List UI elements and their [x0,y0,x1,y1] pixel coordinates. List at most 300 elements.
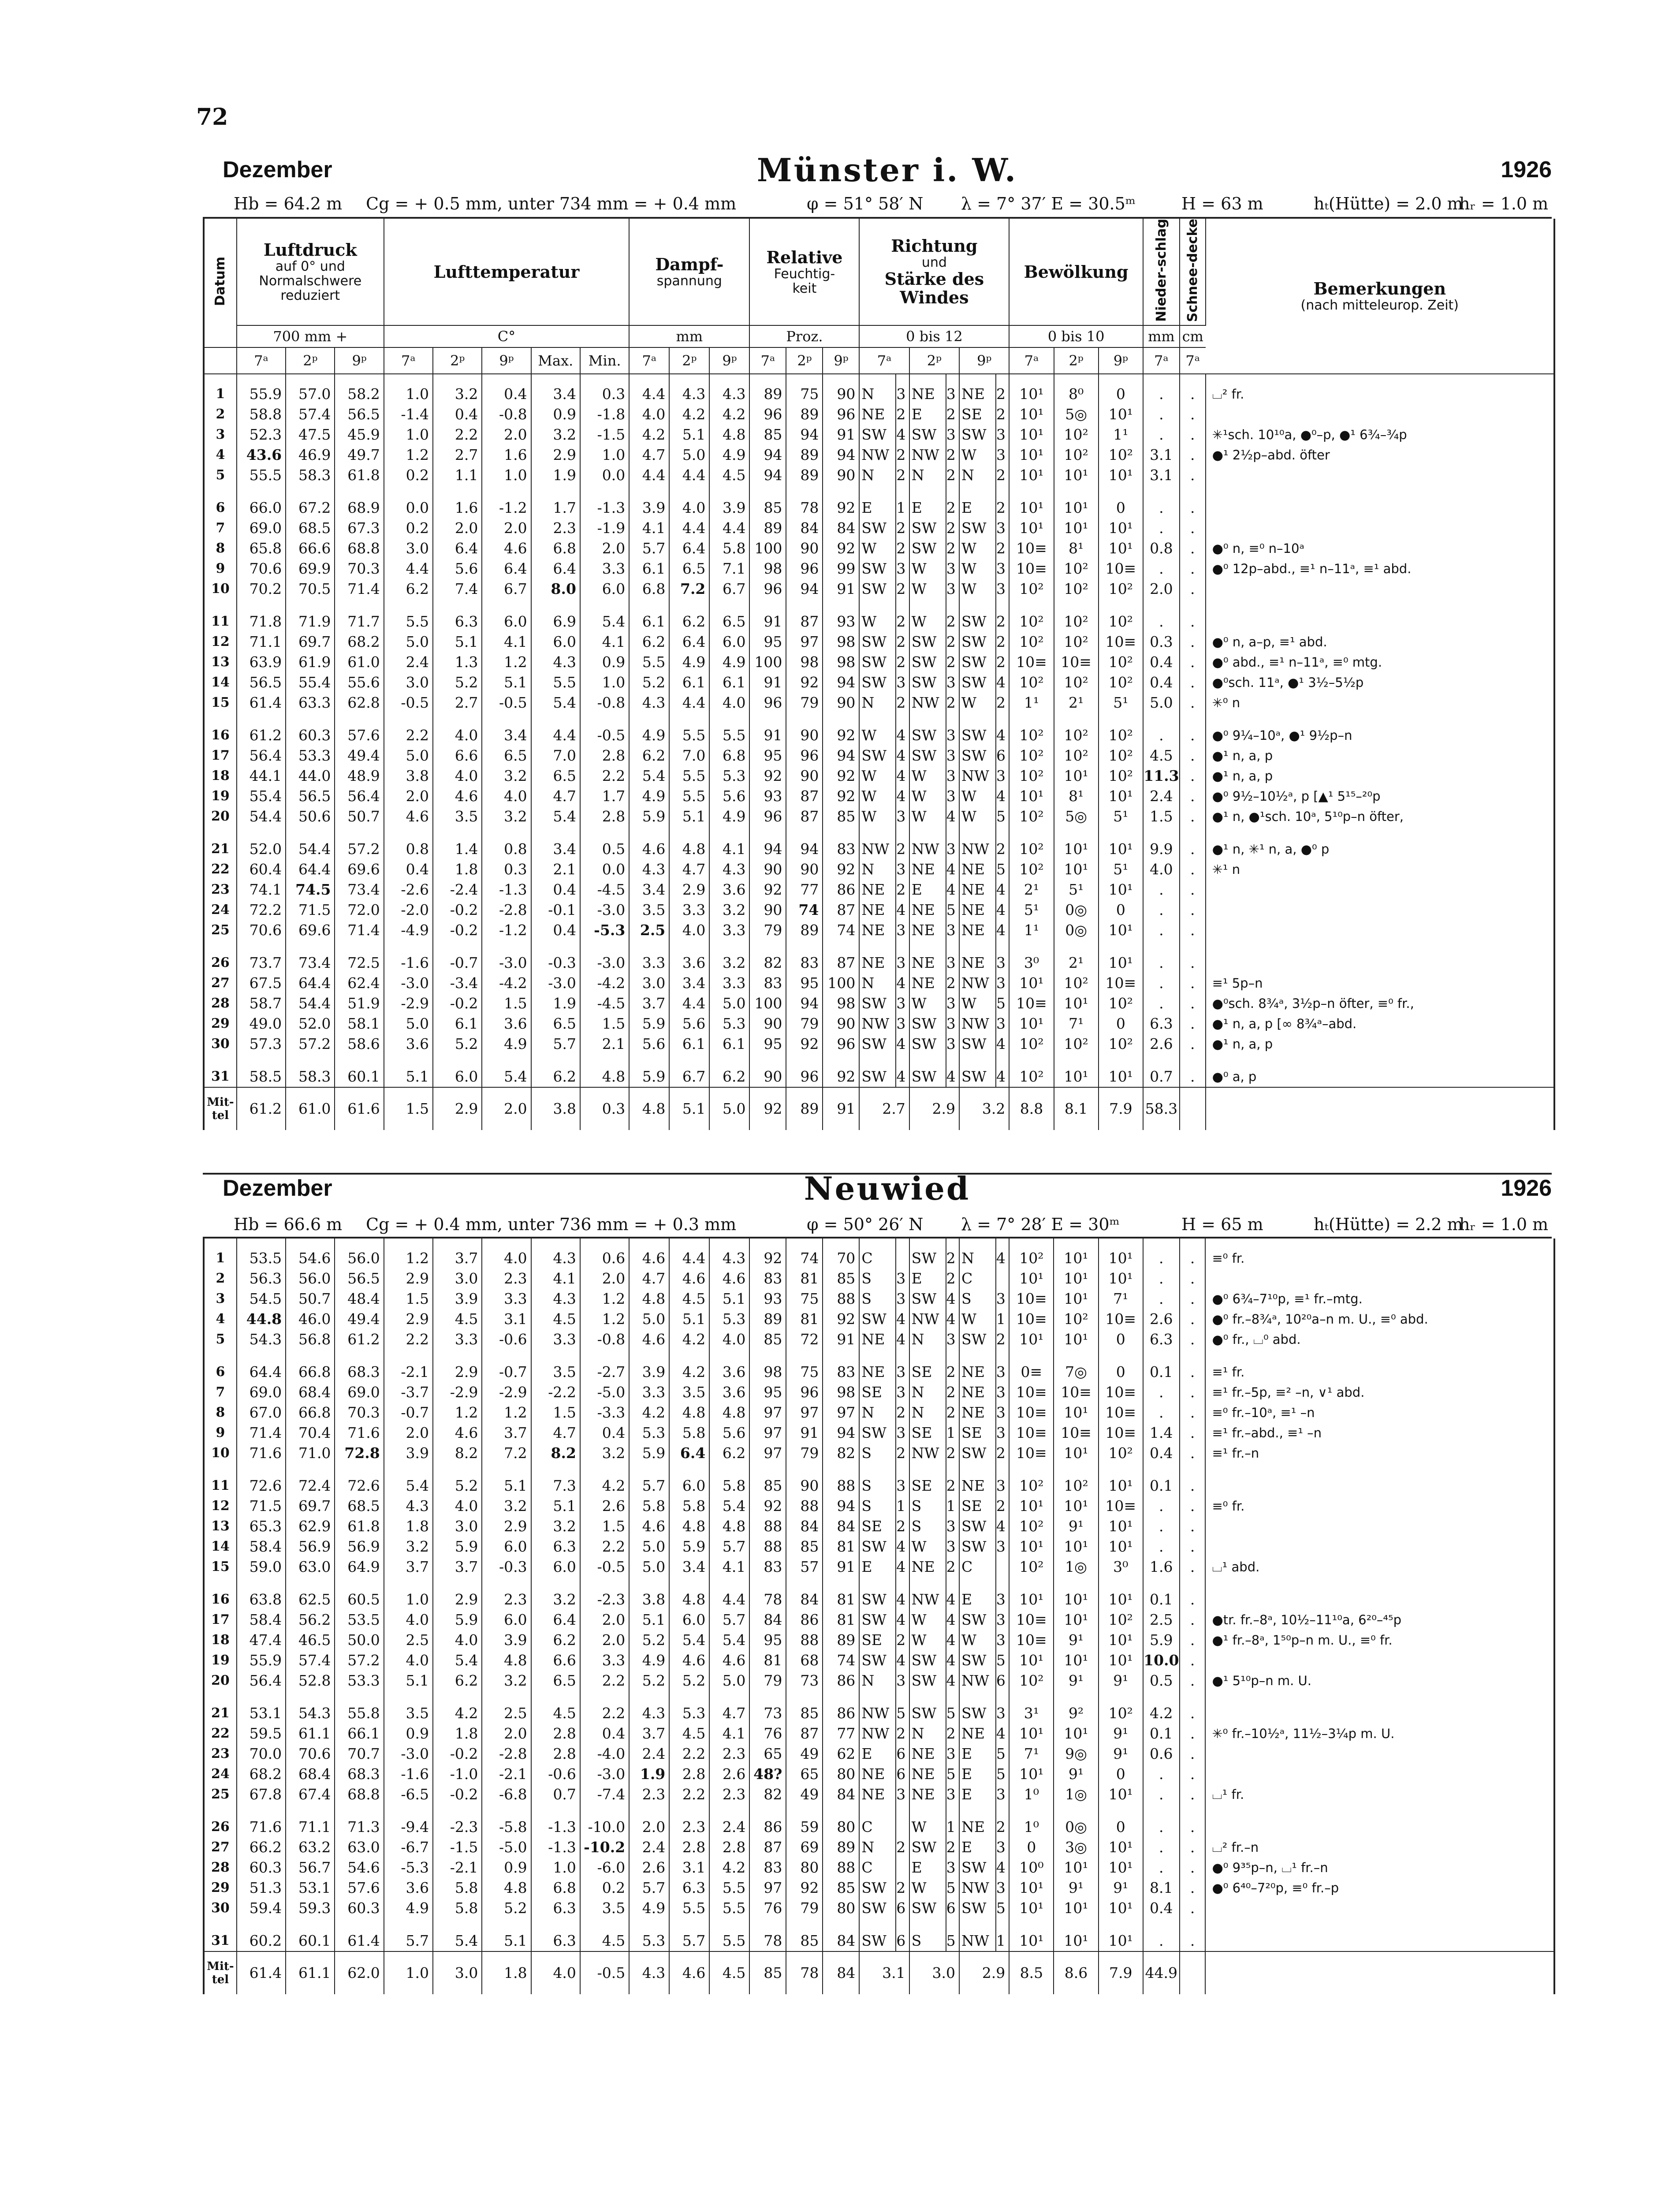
header-time: 9ᵖ [482,347,531,374]
data-cell: 3⁰ [1009,953,1054,973]
data-cell: 3 [946,1537,959,1557]
header-bewoelkung: Bewölkung [1009,219,1143,325]
data-cell: 3.3 [709,920,749,940]
data-cell: 4.1 [709,1723,749,1744]
data-cell: 4 [946,1671,959,1691]
data-cell: 61.2 [237,725,286,746]
table-row [205,1362,1553,1382]
data-cell: 4.5 [709,465,749,485]
data-cell: 10¹ [1054,1443,1098,1463]
data-cell: N [959,465,996,485]
data-cell: 94 [823,1496,859,1516]
data-cell: W [909,786,946,806]
header-schneedecke: Schnee-decke [1180,219,1206,325]
data-cell: 56.9 [335,1537,384,1557]
data-cell: 3 [996,1289,1009,1309]
day-cell: 16 [205,725,237,746]
data-cell: . [1143,993,1180,1014]
data-cell: W [859,766,896,786]
data-cell: SW [959,518,996,538]
data-cell: 10¹ [1054,498,1099,518]
data-cell: 6.5 [531,766,580,786]
data-cell: . [1180,1744,1206,1764]
table-row [205,632,1553,652]
data-cell: 2.8 [580,746,629,766]
data-cell: 2.0 [580,1610,629,1630]
data-cell: 3 [896,920,909,940]
data-cell: E [909,880,946,900]
data-cell: 69.6 [335,859,384,880]
data-cell: . [1143,1837,1180,1858]
data-cell: 92 [823,1309,859,1329]
data-cell: 6.0 [531,1557,580,1577]
data-cell: 6.1 [629,612,669,632]
data-cell: 3.6 [709,880,749,900]
param: H = 65 m [1181,1215,1263,1234]
data-cell: 5.5 [709,725,749,746]
data-cell: 56.3 [237,1268,286,1289]
param: φ = 51° 58′ N [807,194,924,213]
data-cell: 6.2 [629,746,669,766]
data-cell: 6 [896,1764,909,1784]
data-cell: 5.4 [709,1630,749,1650]
data-cell: 57.6 [335,725,384,746]
param: hᵣ = 1.0 m [1459,194,1549,213]
data-cell: 57.3 [237,1034,286,1054]
data-cell: 3 [896,1268,909,1289]
data-cell: 6.1 [629,559,669,579]
data-cell: 91 [823,425,859,445]
data-cell: 63.2 [286,1837,335,1858]
data-cell: 1⁰ [1009,1817,1054,1837]
data-cell: 5.1 [669,806,709,827]
remark-cell: ✳⁰ n [1212,695,1240,711]
data-cell: . [1143,1289,1180,1309]
data-cell: 56.5 [237,672,286,693]
data-cell: SW [859,632,896,652]
data-cell: 92 [786,1034,823,1054]
mean-cell: 92 [749,1087,786,1130]
data-cell: 100 [749,652,786,672]
data-cell: 94 [823,1423,859,1443]
data-cell: 5 [996,1898,1009,1918]
mean-row [205,1087,1553,1130]
header-feuchtigkeit: Relative Feuchtig- keit [749,219,859,325]
data-cell: 100 [749,538,786,559]
data-cell: 2.5 [1143,1610,1180,1630]
data-cell: 55.4 [237,786,286,806]
data-cell: 2 [946,1362,959,1382]
data-cell: 0.9 [580,652,629,672]
data-cell: 4.7 [531,1423,580,1443]
data-cell: 10² [1099,445,1143,465]
data-cell: 1.0 [580,672,629,693]
data-cell: 5.3 [709,1014,749,1034]
mean-cell: 61.6 [335,1087,384,1130]
data-cell: 2.2 [580,1537,629,1557]
header-time: Max. [531,347,580,374]
data-cell: 72.4 [286,1476,335,1496]
data-cell: 10≡ [1009,1289,1054,1309]
data-cell: 84 [823,518,859,538]
remark-cell: ●⁰ 9³⁵p–n, ⌴¹ fr.–n [1212,1860,1328,1875]
data-cell: 74 [786,900,823,920]
data-cell: 4 [896,900,909,920]
data-cell: 10¹ [1009,1931,1054,1951]
day-cell: 25 [205,1784,237,1805]
data-cell: 0◎ [1054,900,1099,920]
mean-cell: 1.0 [384,1951,433,1994]
data-cell: N [909,1329,946,1350]
day-cell: 20 [205,1671,237,1691]
data-cell: 4.7 [709,1703,749,1723]
data-cell: 10² [1099,1610,1143,1630]
data-cell: 11.3 [1143,766,1180,786]
data-cell: 2.3 [482,1589,531,1610]
data-cell: 0.3 [482,859,531,880]
data-cell: SW [909,1650,946,1671]
data-cell: NW [909,839,946,859]
data-cell: 10¹ [1009,1268,1054,1289]
data-cell: 4.4 [531,725,580,746]
data-cell: C [859,1858,896,1878]
data-cell: 47.5 [286,425,335,445]
data-cell: NE [959,900,996,920]
data-cell: 10² [1099,652,1143,672]
data-cell: 0 [1099,374,1143,404]
data-cell: 10¹ [1054,1650,1098,1671]
data-cell: 68.3 [335,1764,384,1784]
data-cell: 61.8 [335,465,384,485]
data-cell: 98 [749,1362,786,1382]
data-cell: 4.5 [433,1309,482,1329]
data-cell: 2 [946,1443,959,1463]
data-cell: 1.5 [1143,806,1180,827]
data-cell: 10² [1009,1067,1054,1087]
data-cell: 3 [996,973,1009,993]
data-cell: 61.2 [335,1329,384,1350]
table-row [205,1837,1553,1858]
data-cell: 77 [823,1723,859,1744]
data-cell: 5.2 [669,1671,709,1691]
data-cell: 10≡ [1054,652,1099,672]
data-cell: 10¹ [1099,1268,1143,1289]
data-cell: 85 [786,1537,823,1557]
data-cell: 5.0 [709,993,749,1014]
data-cell: . [1180,1817,1206,1837]
data-cell: 92 [823,538,859,559]
data-cell: NE [859,880,896,900]
data-cell: SW [859,746,896,766]
data-cell: 2.0 [384,1423,433,1443]
data-cell: 2.2 [669,1784,709,1805]
data-cell: 2.8 [531,1723,580,1744]
data-cell: 68.4 [286,1764,335,1784]
data-cell: 0.4 [433,404,482,425]
table-row [205,559,1553,579]
remark-cell: ●⁰ 9¼–10ᵃ, ●¹ 9½p–n [1212,728,1352,743]
data-cell: 2 [896,538,909,559]
data-cell: 3.0 [433,1516,482,1537]
data-cell: 1.5 [384,1289,433,1309]
data-cell: 4 [896,746,909,766]
data-cell: -5.0 [580,1382,629,1403]
data-cell: 4.2 [709,404,749,425]
data-cell: 10¹ [1054,859,1099,880]
day-cell: 15 [205,1557,237,1577]
data-cell: N [909,1723,946,1744]
data-cell: 3.5 [669,1382,709,1403]
data-cell: 10² [1009,1034,1054,1054]
data-cell: 5.6 [433,559,482,579]
data-cell: SW [859,1034,896,1054]
data-cell: 3.9 [433,1289,482,1309]
data-cell: 0.4 [482,374,531,404]
mean-cell: 3.1 [859,1951,909,1994]
data-cell: 95 [749,1034,786,1054]
data-cell: 4 [946,1309,959,1329]
data-cell: 4.9 [669,652,709,672]
table-row [205,1817,1553,1837]
data-cell: . [1180,993,1206,1014]
data-cell: 79 [786,1898,823,1918]
data-cell: 4 [896,1557,909,1577]
data-cell: -1.5 [580,425,629,445]
data-cell: 3.4 [669,1557,709,1577]
data-cell: . [1180,1650,1206,1671]
data-cell: . [1143,1268,1180,1289]
data-cell: . [1143,612,1180,632]
data-cell: 3.3 [709,973,749,993]
header-time: 7ᵃ [1143,347,1180,374]
data-cell: 2.4 [629,1837,669,1858]
data-cell: . [1180,973,1206,993]
data-cell: 10¹ [1099,1650,1143,1671]
data-cell: 88 [823,1476,859,1496]
mean-cell: 61.2 [237,1087,286,1130]
data-cell: 70.7 [335,1744,384,1764]
data-cell: 61.8 [335,1516,384,1537]
data-cell: 4.8 [669,1403,709,1423]
table-row [205,953,1553,973]
data-cell: W [959,806,996,827]
data-cell: 4 [996,1516,1009,1537]
data-cell: 5.1 [482,1476,531,1496]
data-cell: 92 [786,672,823,693]
data-cell: 5 [946,1931,959,1951]
data-cell: 6.8 [531,538,580,559]
mean-cell: 2.9 [433,1087,482,1130]
data-cell: 65 [786,1764,823,1784]
data-cell: 1.2 [482,652,531,672]
data-cell: 1.2 [482,1403,531,1423]
data-cell: NE [909,1764,946,1784]
day-cell: 10 [205,1443,237,1463]
data-cell: 87 [786,786,823,806]
data-cell: 5.2 [629,1671,669,1691]
data-cell: 3 [946,1784,959,1805]
data-cell: 9.9 [1143,839,1180,859]
data-cell: 0.4 [580,1423,629,1443]
data-cell: 0.4 [1143,1898,1180,1918]
data-cell: 58.4 [237,1610,286,1630]
table-row [205,1382,1553,1403]
data-cell: 5.1 [482,1931,531,1951]
data-cell: 3 [896,374,909,404]
day-cell: 29 [205,1878,237,1898]
day-cell: 28 [205,993,237,1014]
data-cell: 70.0 [237,1744,286,1764]
data-cell: W [909,993,946,1014]
header-time: 9ᵖ [335,347,384,374]
mean-cell: 8.5 [1009,1951,1054,1994]
data-cell: -9.4 [384,1817,433,1837]
data-cell: NE [909,900,946,920]
data-cell: W [859,538,896,559]
data-cell: 60.1 [335,1067,384,1087]
data-cell: 2.5 [629,920,669,940]
data-cell: 3 [996,1403,1009,1423]
data-cell: -2.2 [531,1382,580,1403]
data-cell: 10² [1009,612,1054,632]
data-cell: 5.1 [433,632,482,652]
data-cell: 5.4 [531,806,580,827]
data-cell: 3.4 [531,839,580,859]
data-cell: 74 [786,1239,823,1268]
data-cell: 44.1 [237,766,286,786]
data-cell: 91 [749,725,786,746]
data-cell: 94 [749,445,786,465]
day-cell: 9 [205,559,237,579]
data-cell: 4 [996,900,1009,920]
data-cell: 3 [996,559,1009,579]
data-cell: 49.7 [335,445,384,465]
data-cell: 49 [786,1744,823,1764]
data-cell: E [909,1268,946,1289]
data-cell: 7.2 [482,1443,531,1463]
data-cell: 5.9 [433,1537,482,1557]
data-cell: 3 [996,579,1009,599]
table-row [205,1239,1553,1268]
data-cell: . [1180,1671,1206,1691]
data-cell: SW [909,1034,946,1054]
data-cell: 6.1 [669,672,709,693]
data-cell: W [859,725,896,746]
data-cell: 95 [786,973,823,993]
data-cell: 10¹ [1054,1067,1099,1087]
data-cell: 70.6 [286,1744,335,1764]
data-cell: 96 [749,806,786,827]
data-cell: E [859,1557,896,1577]
header-time: 9ᵖ [959,347,1009,374]
data-cell: -3.0 [384,973,433,993]
data-cell: 5.5 [669,1898,709,1918]
data-cell: 2.6 [629,1858,669,1878]
data-cell: 6 [996,746,1009,766]
data-cell [896,1858,909,1878]
data-cell: S [859,1268,896,1289]
data-cell: 59.5 [237,1723,286,1744]
data-cell: 10¹ [1099,920,1143,940]
data-cell: 0.4 [1143,652,1180,672]
data-cell: 2.4 [1143,786,1180,806]
data-cell: 5.1 [629,1610,669,1630]
data-cell: . [1180,632,1206,652]
data-cell: 5.6 [709,786,749,806]
data-cell: 3.6 [384,1034,433,1054]
data-cell: 5.8 [709,1476,749,1496]
data-cell: 3.9 [482,1630,531,1650]
data-cell: 98 [786,652,823,672]
data-cell: -5.0 [482,1837,531,1858]
data-cell: SW [959,1034,996,1054]
data-cell: 2 [896,839,909,859]
data-cell: 69.0 [335,1382,384,1403]
data-cell: E [959,1784,996,1805]
data-cell: 4.9 [629,1650,669,1671]
day-cell: 14 [205,1537,237,1557]
data-cell: 70.3 [335,1403,384,1423]
data-cell: 6.8 [709,746,749,766]
data-cell: SW [909,1703,946,1723]
data-cell: 54.4 [286,839,335,859]
data-cell: 4 [946,1589,959,1610]
table-row [205,920,1553,940]
data-cell: 50.7 [286,1289,335,1309]
data-cell: NE [959,953,996,973]
table-row [205,1309,1553,1329]
data-cell: 6.6 [531,1650,580,1671]
data-cell: 96 [823,404,859,425]
data-cell: 89 [749,1309,786,1329]
data-cell: 52.0 [286,1014,335,1034]
data-cell: 4 [996,880,1009,900]
data-cell: . [1143,1239,1180,1268]
remark-cell: ✳¹sch. 10¹⁰a, ●⁰–p, ●¹ 6¾–¾p [1212,427,1407,443]
table-row [205,766,1553,786]
header-time: 7ᵃ [1180,347,1206,374]
data-cell: S [909,1496,946,1516]
data-cell: 69.7 [286,632,335,652]
data-cell: 74 [823,1650,859,1671]
data-cell: 5¹ [1054,880,1099,900]
data-cell: 56.5 [335,404,384,425]
data-cell: 72.2 [237,900,286,920]
data-cell: 55.4 [286,672,335,693]
data-cell: 4.6 [669,1268,709,1289]
day-cell: 8 [205,538,237,559]
data-cell: 89 [749,374,786,404]
data-cell: 75 [786,374,823,404]
data-cell: 58.3 [286,1067,335,1087]
table-row [205,859,1553,880]
data-cell: . [1180,725,1206,746]
data-cell: 9¹ [1099,1878,1143,1898]
data-cell: . [1180,1764,1206,1784]
data-cell: 3.3 [580,559,629,579]
table-row [205,1630,1553,1650]
data-cell: 98 [823,993,859,1014]
remark-cell [1205,1764,1553,1784]
data-cell: 92 [749,1496,786,1516]
data-cell: 5 [946,1764,959,1784]
data-cell: W [959,993,996,1014]
data-cell: 48? [749,1764,786,1784]
data-cell: . [1180,1537,1206,1557]
data-cell: 59 [786,1817,823,1837]
header-bemerkungen: Bemerkungen (nach mitteleurop. Zeit) [1206,219,1553,374]
remark-cell: ●⁰ 9½–10½ᵃ, p [▲¹ 5¹⁵–²⁰p [1212,789,1381,804]
